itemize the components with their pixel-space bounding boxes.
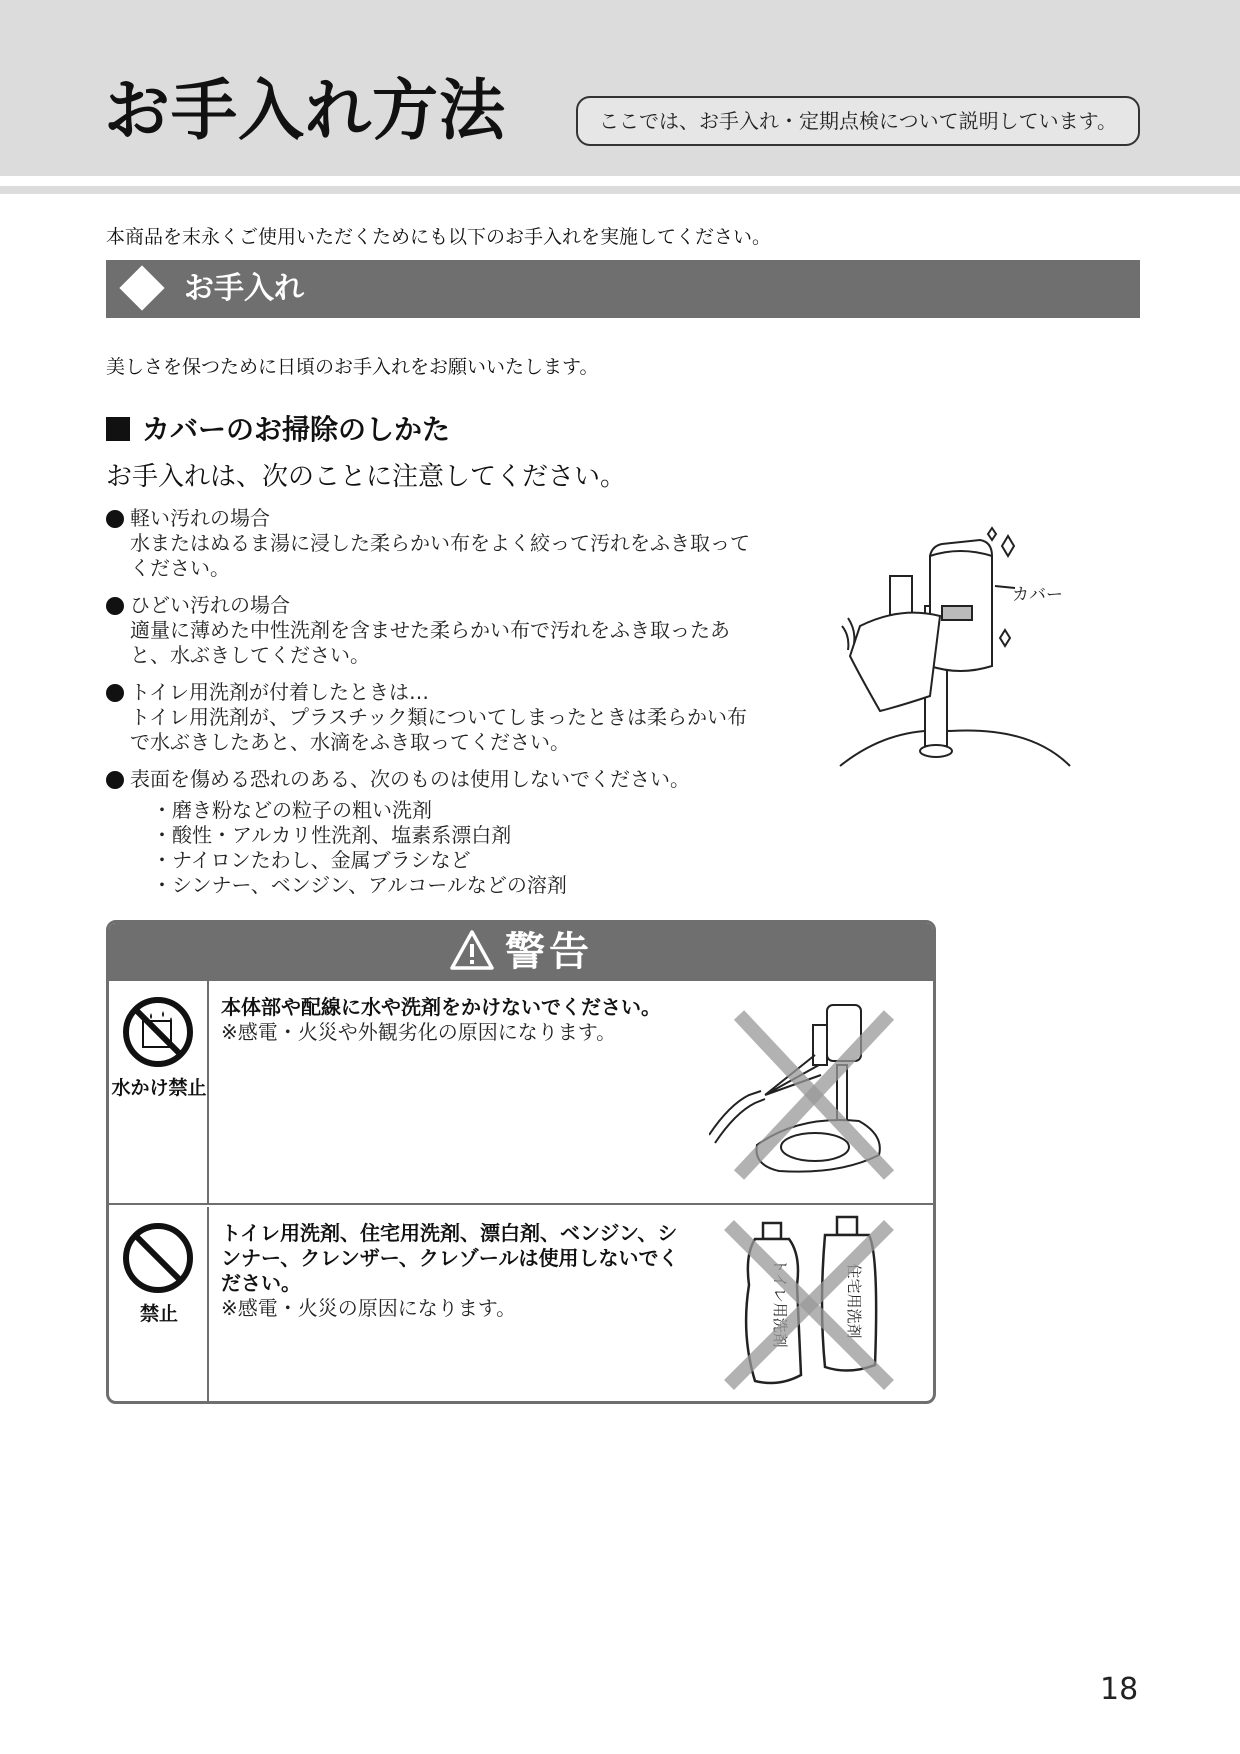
cover-label: カバー — [1012, 585, 1063, 605]
warning-icon-cell — [109, 981, 209, 1203]
sub-heading — [106, 408, 450, 448]
warning-title — [109, 923, 933, 981]
warning-statement: 本体部や配線に水や洗剤をかけないでください。 — [221, 995, 661, 1019]
icon-label: 水かけ禁止 — [111, 1077, 207, 1099]
bullet-title: トイレ用洗剤が付着したときは… — [130, 680, 429, 704]
warning-row — [109, 981, 933, 1205]
bullet-dot-icon — [106, 771, 124, 789]
page-title: お手入れ方法 — [104, 72, 506, 149]
bullet-body: 適量に薄めた中性洗剤を含ませた柔らかい布で汚れをふき取ったあと、水ぶきしてください。 — [130, 618, 730, 667]
bullet-body: 水またはぬるま湯に浸した柔らかい布をよく絞って汚れをふき取ってください。 — [130, 531, 750, 580]
list-item — [106, 680, 766, 755]
bullet-body: トイレ用洗剤が、プラスチック類についてしまったときは柔らかい布で水ぶきしたあと、水滴をふき取ってください。 — [130, 705, 747, 754]
header-divider — [0, 176, 1240, 186]
warning-row — [109, 1207, 933, 1401]
bullet-title: ひどい汚れの場合 — [130, 593, 290, 617]
subitem: ・磨き粉などの粒子の粗い洗剤 — [152, 798, 432, 822]
bullet-dot-icon — [106, 510, 124, 528]
warning-icon-cell — [109, 1207, 209, 1401]
section-title: お手入れ — [184, 271, 304, 306]
subitem: ・シンナー、ベンジン、アルコールなどの溶剤 — [152, 873, 567, 897]
bullet-list — [106, 506, 766, 910]
warning-box — [106, 920, 936, 1404]
bullet-title: 軽い汚れの場合 — [130, 506, 270, 530]
water-spray-prohibited-illustration — [709, 995, 919, 1195]
warning-text — [221, 1221, 691, 1321]
subitem: ・ナイロンたわし、金属ブラシなど — [152, 848, 471, 872]
header-note: ここでは、お手入れ・定期点検について説明しています。 — [576, 96, 1140, 146]
cover-cleaning-illustration — [830, 526, 1080, 776]
subitem: ・酸性・アルカリ性洗剤、塩素系漂白剤 — [152, 823, 512, 847]
bottle-label-2: 住宅用洗剤 — [845, 1263, 863, 1339]
prohibited-icon — [121, 1221, 195, 1295]
intro-text: 本商品を末永くご使用いただくためにも以下のお手入れを実施してください。 — [106, 226, 772, 248]
square-bullet-icon — [106, 417, 130, 441]
header-lower-strip — [0, 186, 1240, 194]
warning-text — [221, 995, 691, 1045]
no-water-icon — [121, 995, 195, 1069]
detergent-prohibited-illustration — [719, 1215, 899, 1395]
list-item — [106, 593, 766, 668]
warning-note: ※感電・火災や外観劣化の原因になります。 — [221, 1020, 617, 1044]
sub-heading-text: カバーのお掃除のしかた — [142, 413, 451, 446]
subitem-list — [130, 798, 766, 898]
warning-statement: トイレ用洗剤、住宅用洗剤、漂白剤、ベンジン、シンナー、クレンザー、クレゾールは使用しないでください。 — [221, 1221, 679, 1295]
care-note: お手入れは、次のことに注意してください。 — [106, 462, 627, 492]
warning-title-text: 警告 — [505, 929, 593, 975]
warning-note: ※感電・火災の原因になります。 — [221, 1296, 517, 1320]
bottle-label-1: トイレ用洗剤 — [771, 1258, 789, 1348]
list-item — [106, 767, 766, 898]
warning-triangle-icon — [449, 929, 495, 971]
icon-label: 禁止 — [139, 1303, 178, 1325]
list-item — [106, 506, 766, 581]
bullet-dot-icon — [106, 684, 124, 702]
page-number: 18 — [1100, 1672, 1139, 1707]
bullet-dot-icon — [106, 597, 124, 615]
bullet-title: 表面を傷める恐れのある、次のものは使用しないでください。 — [130, 767, 690, 791]
section-lead: 美しさを保つために日頃のお手入れをお願いいたします。 — [106, 356, 599, 378]
